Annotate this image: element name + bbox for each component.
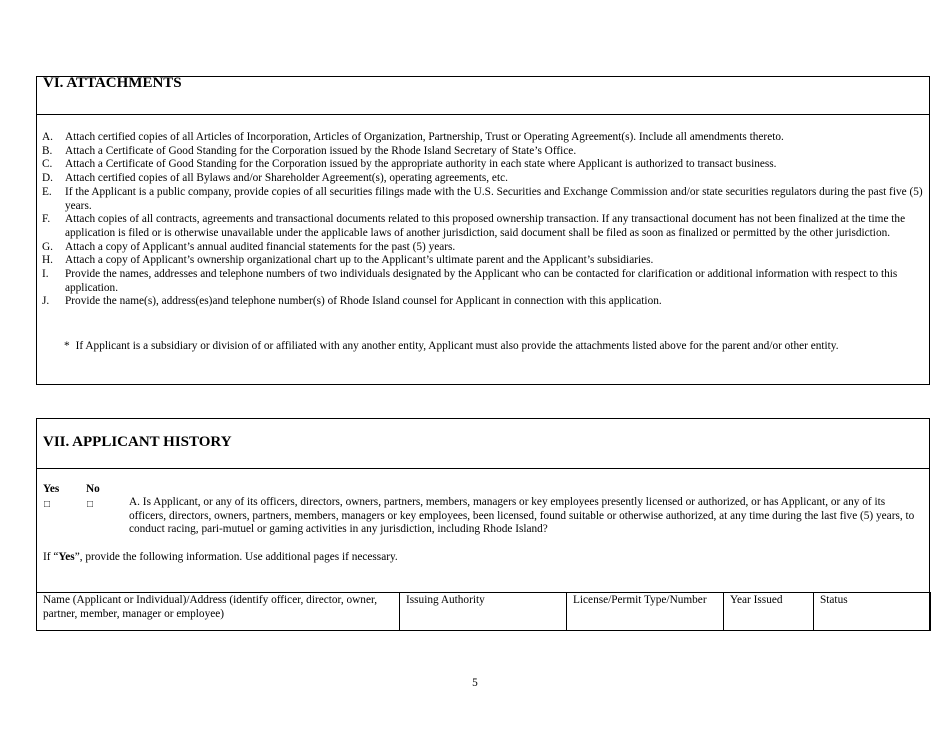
asterisk-marker: * bbox=[64, 340, 70, 352]
list-item: C. Attach a Certificate of Good Standing for the Corporation issued by the appropriate authority in each state where Applicant is authorized to transact business. bbox=[42, 158, 777, 171]
yes-checkbox[interactable]: □ bbox=[44, 499, 51, 510]
attachments-list bbox=[42, 131, 926, 309]
list-item: G. Attach a copy of Applicant’s annual audited financial statements for the past (5) years. bbox=[42, 240, 456, 253]
no-checkbox[interactable]: □ bbox=[87, 499, 94, 510]
yes-header: Yes bbox=[43, 483, 60, 495]
list-item: J. Provide the name(s), address(es)and telephone number(s) of Rhode Island counsel for Applicant in connection with this application. bbox=[42, 295, 662, 308]
list-item: D. Attach certified copies of all Bylaws and/or Shareholder Agreement(s), operating agreements, etc. bbox=[42, 172, 508, 185]
col-license-type: License/Permit Type/Number bbox=[567, 593, 724, 631]
attachments-note bbox=[64, 340, 924, 354]
list-item: E. If the Applicant is a public company, provide copies of all securities filings made with the U.S. Securities and Exchange Commission and/or state securities regulators during the past five (5) years. bbox=[42, 185, 923, 212]
if-yes-emphasis: Yes bbox=[58, 551, 75, 563]
attachments-note-text: If Applicant is a subsidiary or division of or affiliated with any another entity, Applicant must also provide the attachments listed above for the parent and/or other entity. bbox=[75, 340, 839, 352]
question-a: A. Is Applicant, or any of its officers, directors, owners, partners, members, managers or key employees presently licensed or authorized, or has Applicant, or any of its officers, directors, owners, partners, members, managers or key employees, been licensed, found suitable or otherwise authorized, at any time during the last five (5) years, to conduct racing, pari-mutuel or gaming activities in any jurisdiction, including Rhode Island? bbox=[129, 496, 915, 536]
col-issuing-authority: Issuing Authority bbox=[400, 593, 567, 631]
page-number: 5 bbox=[472, 677, 478, 689]
history-table bbox=[36, 592, 931, 631]
col-year-issued: Year Issued bbox=[724, 593, 814, 631]
attachments-title: VI. ATTACHMENTS bbox=[43, 75, 182, 91]
no-header: No bbox=[86, 483, 100, 495]
history-title: VII. APPLICANT HISTORY bbox=[43, 434, 232, 450]
history-title-divider bbox=[36, 468, 930, 469]
table-header-row bbox=[37, 593, 931, 631]
col-status: Status bbox=[814, 593, 931, 631]
list-item: F. Attach copies of all contracts, agreements and transactional documents related to this proposed ownership transaction. If any transactional document has not been finalized at the time the application is filed or is otherwise unavailable under the applicable laws of another jurisdiction, said document shall be filed as soon as finalized or permitted by the other jurisdiction. bbox=[42, 213, 906, 239]
if-yes-instruction: If “Yes”, provide the following information. Use additional pages if necessary. bbox=[43, 551, 398, 563]
list-item: A. Attach certified copies of all Articles of Incorporation, Articles of Organization, Partnership, Trust or Operating Agreement(s). Include all amendments thereto. bbox=[42, 131, 784, 143]
list-item: I. Provide the names, addresses and telephone numbers of two individuals designated by the Applicant who can be contacted for clarification or additional information with respect to this application. bbox=[42, 268, 898, 294]
attachments-title-divider bbox=[36, 114, 930, 115]
col-name-address: Name (Applicant or Individual)/Address (identify officer, director, owner, partner, member, manager or employee) bbox=[37, 593, 400, 631]
list-item: B. Attach a Certificate of Good Standing for the Corporation issued by the Rhode Island Secretary of State’s Office. bbox=[42, 144, 577, 157]
list-item: H. Attach a copy of Applicant’s ownership organizational chart up to the Applicant’s ultimate parent and the Applicant’s subsidiaries. bbox=[42, 254, 654, 267]
